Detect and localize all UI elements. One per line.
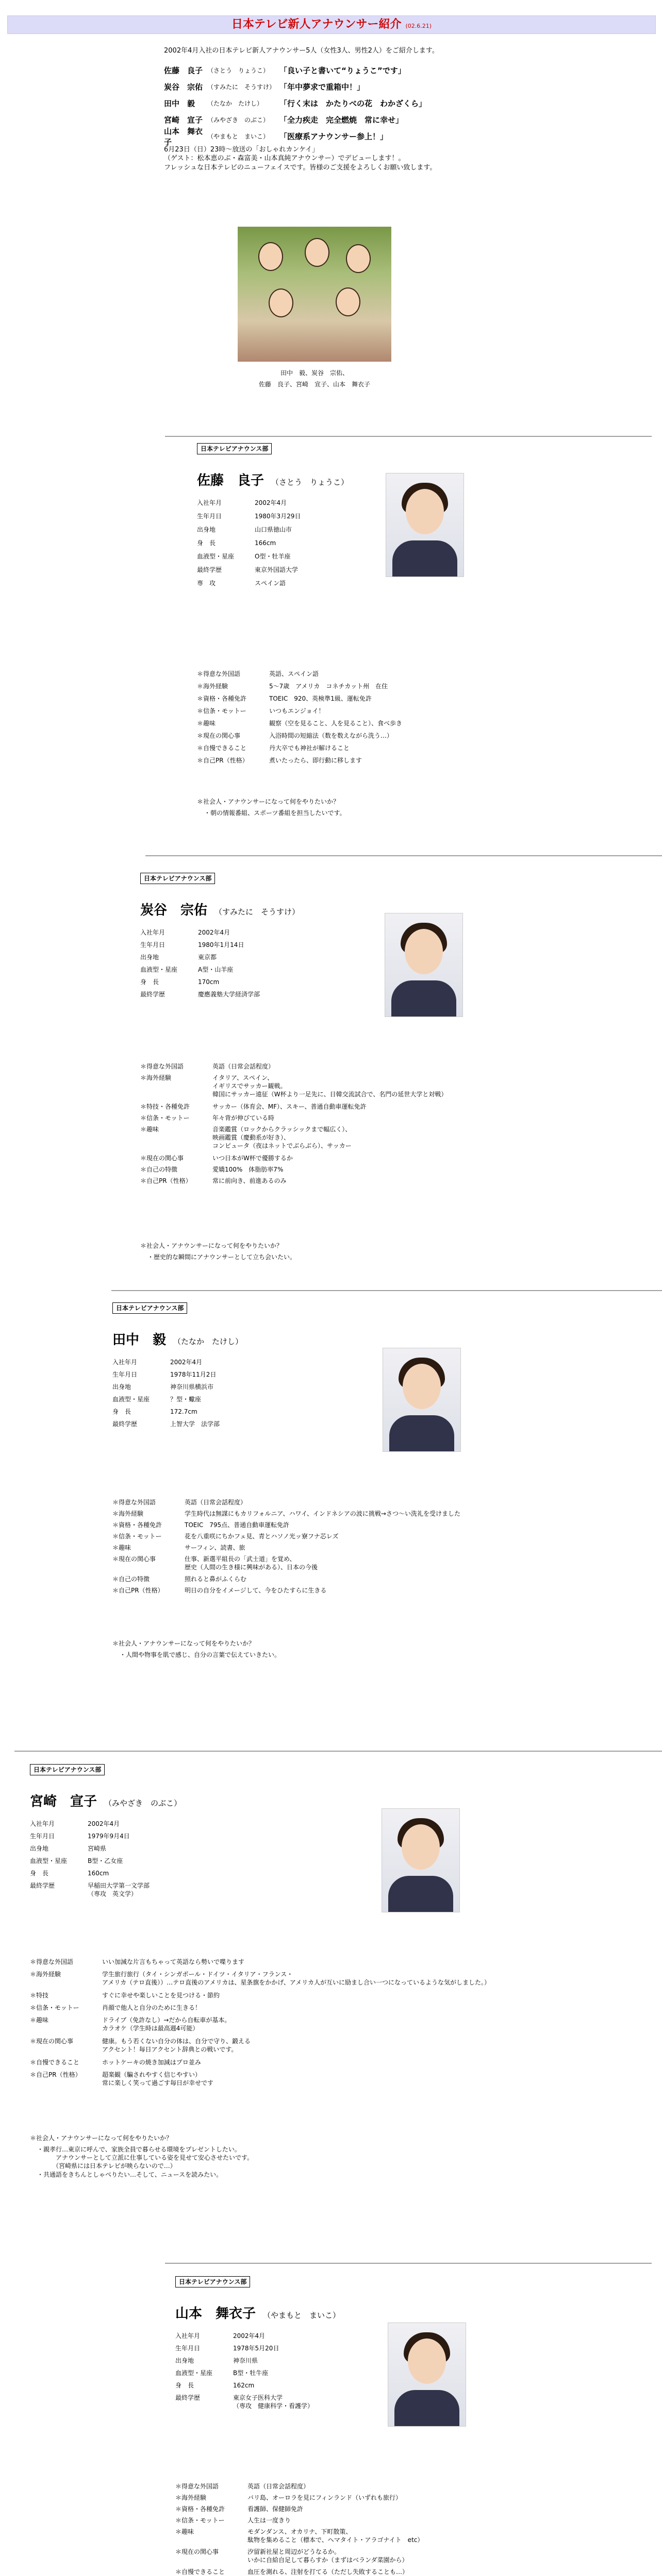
profile-fact-row <box>140 990 260 998</box>
profile-fact-row <box>175 2381 254 2389</box>
profile-answer: ・人間や物事を肌で感じ、自分の言葉で伝えていきたい。 <box>120 1651 281 1658</box>
roster-item <box>164 96 515 112</box>
profile-fact-row <box>140 965 233 974</box>
profile-answer: ・朝の情報番組、スポーツ番組を担当したいです。 <box>204 809 346 817</box>
detail-value: 入浴時間の短縮法（数を数えながら洗う…） <box>269 732 393 739</box>
profile-photo <box>388 2323 466 2427</box>
profile-fact-row <box>140 953 217 961</box>
fact-value: 1980年1月14日 <box>198 941 244 948</box>
detail-value: 人生は一度きり <box>247 2517 291 2524</box>
detail-value: バリ島、オーロラを見にフィンランド（いずれも旅行） <box>247 2494 402 2501</box>
header-bar <box>7 15 656 34</box>
detail-key: ＊海外経験 <box>175 2494 207 2501</box>
person-head <box>258 242 283 271</box>
profile-detail-row <box>175 2482 309 2490</box>
detail-value: サーフィン、読書、旅 <box>185 1544 245 1551</box>
profile-fact-row <box>197 579 286 587</box>
fact-value: 早稲田大学第一文学部 （専攻 英文学） <box>88 1882 150 1898</box>
detail-value: 年々背が伸びている時 <box>212 1114 275 1122</box>
fact-key: 入社年月 <box>112 1359 138 1366</box>
detail-value: いつもエンジョイ！ <box>269 707 325 715</box>
fact-key: 最終学歴 <box>197 566 222 573</box>
roster-item <box>164 112 515 129</box>
detail-value: 汐留新社屋と周辺がどうなるか。 いかに自給自足して暮らすか（まずはベランダ菜園から） <box>247 2548 408 2564</box>
profile-detail-row <box>112 1521 289 1529</box>
fact-value: 170cm <box>198 978 220 986</box>
roster-motto: 「年中夢求で重箱中！」 <box>279 82 365 92</box>
fact-value: 宮崎県 <box>88 1845 107 1852</box>
profile-fact-row <box>197 526 292 534</box>
profile-fact-row <box>140 941 244 949</box>
detail-value: TOEIC 795点、普通自動車運転免許 <box>185 1521 290 1529</box>
fact-value: 東京都 <box>198 954 217 961</box>
detail-value: ホットケーキの焼き加減はプロ並み <box>102 2059 201 2066</box>
roster-item <box>164 79 515 96</box>
profile-name <box>112 1331 243 1349</box>
intro-lead: 2002年4月入社の日本テレビ新人アナウンサー5人（女性3人、男性2人）をご紹介します。 <box>164 47 439 55</box>
fact-key: 出身地 <box>112 1383 131 1391</box>
profile-detail-row <box>175 2516 291 2524</box>
fact-key: 生年月日 <box>30 1833 55 1840</box>
profile-fact-row <box>175 2394 313 2410</box>
profile-detail-row <box>140 1114 274 1122</box>
section-divider <box>165 2263 652 2264</box>
profile-fact-row <box>140 928 230 937</box>
profile-detail-row <box>197 682 388 690</box>
photo-body <box>391 980 456 1017</box>
roster-name: 炭谷 宗佑 <box>164 82 203 92</box>
roster-name: 宮崎 宣子 <box>164 115 203 125</box>
detail-key: ＊趣味 <box>30 2016 49 2024</box>
fact-value: B型・牡牛座 <box>233 2369 269 2377</box>
profile-name <box>140 902 300 920</box>
profile-fact-row <box>175 2332 265 2340</box>
fact-key: 出身地 <box>175 2357 194 2364</box>
profile-name <box>175 2305 340 2323</box>
profile-name-reading: （すみたに そうすけ） <box>214 907 300 917</box>
roster-name: 佐藤 良子 <box>164 66 203 76</box>
profile-question: ＊社会人・アナウンサーになって何をやりたいか？ <box>140 1242 283 1249</box>
detail-value: 英語（日常会話程度） <box>185 1499 247 1506</box>
detail-key: ＊趣味 <box>197 720 216 727</box>
fact-key: 最終学歴 <box>112 1420 138 1428</box>
roster-item <box>164 129 515 145</box>
profile-detail-row <box>30 2071 213 2087</box>
detail-key: ＊自己PR（性格） <box>197 757 249 764</box>
fact-value: スペイン語 <box>255 580 286 587</box>
profile-name-text: 宮崎 宣子 <box>30 1794 97 1809</box>
fact-key: 入社年月 <box>30 1820 55 1827</box>
section-divider <box>165 436 652 437</box>
debut-line-2: （ゲスト：松本恵のぶ・森富美・山本真純アナウンサー）でデビューします！。 <box>164 155 405 163</box>
detail-value: 5〜7歳 アメリカ コネチカット州 在住 <box>269 683 388 690</box>
profile-fact-row <box>112 1408 197 1416</box>
fact-key: 出身地 <box>197 526 216 533</box>
detail-key: ＊特技 <box>30 1992 49 1999</box>
profile-detail-row <box>175 2568 408 2576</box>
profile-detail-row <box>175 2505 303 2513</box>
photo-face <box>406 489 444 534</box>
fact-key: 血液型・星座 <box>197 553 235 560</box>
profile-question: ＊社会人・アナウンサーになって何をやりたいか？ <box>112 1640 255 1647</box>
profile-answer: ・歴史的な瞬間にアナウンサーとして立ち会いたい。 <box>147 1253 296 1261</box>
detail-key: ＊現在の関心事 <box>140 1155 184 1162</box>
photo-body <box>392 540 457 577</box>
fact-key: 入社年月 <box>140 929 166 936</box>
fact-value: 神奈川県 <box>233 2357 258 2364</box>
photo-face <box>402 1824 440 1870</box>
fact-value: 1980年3月29日 <box>255 513 301 520</box>
profile-detail-row <box>30 2016 230 2032</box>
fact-value: ？型・蠍座 <box>170 1396 202 1403</box>
group-caption <box>238 369 391 392</box>
profile-detail-row <box>197 732 393 740</box>
photo-face <box>408 2338 446 2384</box>
fact-value: A型・山羊座 <box>198 966 234 973</box>
profile-photo <box>386 473 464 577</box>
detail-key: ＊信条・モットー <box>30 2004 79 2011</box>
fact-value: 2002年4月 <box>170 1359 203 1366</box>
fact-key: 生年月日 <box>175 2345 201 2352</box>
detail-value: 英語（日常会話程度） <box>212 1063 275 1070</box>
detail-key: ＊自慢できること <box>175 2568 225 2575</box>
profile-detail-row <box>175 2528 423 2544</box>
fact-key: 最終学歴 <box>140 991 166 998</box>
group-photo <box>238 227 391 362</box>
fact-key: 生年月日 <box>197 513 222 520</box>
detail-key: ＊自己の特徴 <box>140 1166 178 1173</box>
dept-label: 日本テレビアナウンス部 <box>140 873 215 884</box>
profile-detail-row <box>197 670 319 678</box>
freshness-note: フレッシュな日本テレビのニューフェイスです。皆様のご支援をよろしくお願い致します。 <box>164 163 437 172</box>
fact-value: 慶應義塾大学経済学部 <box>198 991 260 998</box>
profile-fact-row <box>30 1820 120 1828</box>
fact-value: 山口県徳山市 <box>255 526 292 533</box>
profile-photo <box>382 1808 460 1912</box>
person-head <box>346 244 371 273</box>
fact-key: 血液型・星座 <box>175 2369 213 2377</box>
fact-value: 2002年4月 <box>88 1820 120 1827</box>
detail-key: ＊得意な外国語 <box>112 1499 156 1506</box>
group-caption-line: 佐藤 良子、宮崎 宣子、山本 舞衣子 <box>258 381 370 388</box>
profile-detail-row <box>112 1544 245 1552</box>
profile-detail-row <box>30 1991 220 1999</box>
detail-value: 看護師、保健師免許 <box>247 2505 304 2513</box>
profile-detail-row <box>112 1555 318 1571</box>
detail-value: 照れると鼻がふくらむ <box>185 1575 247 1583</box>
detail-key: ＊趣味 <box>140 1126 159 1133</box>
fact-value: 160cm <box>88 1870 109 1877</box>
dept-label: 日本テレビアナウンス部 <box>197 443 272 454</box>
profile-detail-row <box>197 744 350 752</box>
fact-value: 172.7cm <box>170 1408 197 1415</box>
detail-value: 煮いたったら、即行動に移します <box>269 757 362 764</box>
profile-fact-row <box>140 978 219 986</box>
dept-label: 日本テレビアナウンス部 <box>112 1302 187 1314</box>
detail-value: 英語、スペイン語 <box>269 670 319 677</box>
detail-key: ＊海外経験 <box>30 1971 61 1978</box>
profile-fact-row <box>112 1383 213 1391</box>
profile-fact-row <box>30 1832 130 1840</box>
section-divider <box>145 855 662 856</box>
page-title: 日本テレビ新人アナウンサー紹介 <box>231 18 402 31</box>
detail-value: 学生旅行旅行（タイ・シンガポール・ドイツ・イタリア・フランス・ アメリカ（テロ直後））…テロ直後のアメリカは、星条旗をかかげ、アメリカ人が互いに励まし合い一つになっているような気がしました。） <box>102 1971 491 1987</box>
profile-name-text: 佐藤 良子 <box>197 473 264 488</box>
profile-detail-row <box>30 1970 490 1987</box>
profile-detail-row <box>112 1575 246 1583</box>
profile-fact-row <box>30 1869 109 1877</box>
dept-label: 日本テレビアナウンス部 <box>175 2276 250 2287</box>
profile-fact-row <box>197 566 298 574</box>
profile-detail-row <box>30 2004 201 2012</box>
profile-detail-row <box>30 2037 251 2054</box>
fact-value: B型・乙女座 <box>88 1857 123 1865</box>
profile-detail-row <box>140 1103 367 1111</box>
profile-fact-row <box>112 1358 202 1366</box>
debut-line-1: 6月23日（日）23時〜放送の「おしゃれカンケイ」 <box>164 145 319 154</box>
profile-fact-row <box>175 2344 279 2352</box>
profile-detail-row <box>197 707 324 715</box>
roster-motto: 「全力疾走 完全燃焼 常に幸せ」 <box>279 115 404 125</box>
detail-key: ＊自己の特徴 <box>112 1575 150 1583</box>
fact-value: 1978年5月20日 <box>233 2345 279 2352</box>
detail-key: ＊海外経験 <box>140 1074 172 1081</box>
detail-value: 英語（日常会話程度） <box>247 2483 310 2490</box>
profile-detail-row <box>112 1586 326 1595</box>
detail-key: ＊得意な外国語 <box>30 1958 74 1965</box>
profile-fact-row <box>175 2369 268 2377</box>
detail-value: ドライブ（免許なし）→だから自転車が基本。 カラオケ（学生時は最高週4可能） <box>102 2016 231 2032</box>
profile-detail-row <box>140 1177 287 1185</box>
fact-value: 2002年4月 <box>255 499 287 506</box>
detail-key: ＊得意な外国語 <box>175 2483 219 2490</box>
roster-yomi: （たなか たけし） <box>207 100 263 108</box>
fact-value: 1979年9月4日 <box>88 1833 130 1840</box>
photo-body <box>389 1415 454 1452</box>
detail-value: 音楽鑑賞（ロックからクラッシックまで幅広く）、 映画鑑賞（慶動系が好き）、 コンピュータ（夜はネットでぶらぶら）、サッカー <box>212 1126 352 1150</box>
profile-question: ＊社会人・アナウンサーになって何をやりたいか？ <box>30 2134 173 2142</box>
detail-value: 花を八重咲にちかフェ見、青とハソノ光ッ寮フナ芯レズ <box>185 1533 339 1540</box>
detail-value: 超楽観（騙されやすく信じやすい） 常に楽しく笑って過ごす毎日が幸せです <box>102 2071 214 2087</box>
profile-fact-row <box>197 539 276 547</box>
fact-value: 東京外国語大学 <box>255 566 299 573</box>
profile-name-reading: （やまもと まいこ） <box>263 2311 341 2320</box>
profile-detail-row <box>112 1498 246 1506</box>
fact-key: 血液型・星座 <box>112 1396 150 1403</box>
fact-key: 身 長 <box>112 1408 131 1415</box>
profile-fact-row <box>30 1882 150 1898</box>
fact-key: 生年月日 <box>140 941 166 948</box>
fact-key: 出身地 <box>140 954 159 961</box>
detail-value: 愛嬌100% 体脂肪率7% <box>212 1166 284 1173</box>
profile-detail-row <box>140 1165 283 1174</box>
fact-value: 東京女子医科大学 （専攻 健康科学・看護学） <box>233 2394 314 2410</box>
detail-key: ＊得意な外国語 <box>197 670 241 677</box>
detail-key: ＊自己PR（性格） <box>140 1177 192 1184</box>
detail-key: ＊現在の関心事 <box>30 2038 74 2045</box>
roster-name: 田中 毅 <box>164 99 195 109</box>
profile-name <box>197 472 349 490</box>
profile-detail-row <box>140 1154 293 1162</box>
roster-motto: 「行く末は かたりべの花 わかざくら」 <box>279 99 427 109</box>
profile-fact-row <box>112 1395 201 1403</box>
profile-name-text: 田中 毅 <box>112 1332 167 1348</box>
fact-key: 血液型・星座 <box>140 966 178 973</box>
detail-key: ＊自己PR（性格） <box>112 1587 164 1594</box>
detail-key: ＊趣味 <box>112 1544 131 1551</box>
fact-key: 入社年月 <box>175 2332 201 2340</box>
detail-key: ＊資格・各種免許 <box>197 695 247 702</box>
profile-name-text: 炭谷 宗佑 <box>140 903 208 918</box>
section-divider <box>14 1751 662 1752</box>
profile-fact-row <box>197 499 287 507</box>
profile-detail-row <box>197 756 362 765</box>
detail-key: ＊現在の関心事 <box>112 1555 156 1563</box>
detail-value: 肖顔で他人と自分のために生きる！ <box>102 2004 202 2011</box>
profile-photo <box>385 913 463 1017</box>
profile-fact-row <box>112 1420 220 1428</box>
detail-key: ＊海外経験 <box>197 683 228 690</box>
fact-value: 2002年4月 <box>233 2332 266 2340</box>
roster-item <box>164 63 515 79</box>
profile-fact-row <box>30 1857 123 1865</box>
detail-value: TOEIC 920、英検準1級、運転免許 <box>269 695 372 702</box>
detail-key: ＊得意な外国語 <box>140 1063 184 1070</box>
roster-yomi: （すみたに そうすけ） <box>207 83 276 91</box>
detail-value: すぐに幸せや楽しいことを見つける・節約 <box>102 1992 220 1999</box>
profile-detail-row <box>140 1074 447 1099</box>
fact-value: 1978年11月2日 <box>170 1371 217 1378</box>
profile-fact-row <box>197 552 290 561</box>
detail-key: ＊海外経験 <box>112 1510 144 1517</box>
profile-name-reading: （たなか たけし） <box>173 1337 243 1346</box>
fact-value: 神奈川県横浜市 <box>170 1383 214 1391</box>
fact-key: 生年月日 <box>112 1371 138 1378</box>
detail-value: モダンダンス、オカリナ、下町散策、 駄物を集めること（標本で、ヘマタイト・アラゴナイト etc） <box>247 2528 424 2544</box>
detail-key: ＊信条・モットー <box>112 1533 162 1540</box>
person-head <box>305 238 329 267</box>
group-caption-line: 田中 毅、炭谷 宗佑、 <box>280 369 349 377</box>
profile-detail-row <box>140 1062 274 1071</box>
fact-key: 出身地 <box>30 1845 49 1852</box>
page-date: (02.6.21) <box>405 23 432 30</box>
roster-name: 山本 舞衣子 <box>164 127 203 147</box>
photo-body <box>388 1876 453 1912</box>
detail-value: 丹大卒でも神社が解けること <box>269 744 350 752</box>
profile-fact-row <box>197 512 301 520</box>
fact-value: 上智大学 法学部 <box>170 1420 220 1428</box>
detail-value: いい加減な片言もちゃって英語なら勢いで喋ります <box>102 1958 245 1965</box>
detail-key: ＊自己PR（性格） <box>30 2071 81 2078</box>
profile-detail-row <box>112 1532 339 1540</box>
detail-value: 常に前向き、前進あるのみ <box>212 1177 287 1184</box>
photo-face <box>403 1364 441 1409</box>
detail-value: 健康。もう若くない自分の体は、自分で守り、鍛える アクセント！毎日アクセント辞典との戦いです。 <box>102 2038 251 2054</box>
roster-yomi: （やまもと まいこ） <box>207 133 270 141</box>
roster-motto: 「良い子と書いて“りょうこ”です」 <box>279 66 406 76</box>
intro-section <box>164 46 515 172</box>
profile-fact-row <box>175 2357 258 2365</box>
dept-label: 日本テレビアナウンス部 <box>30 1764 105 1775</box>
profile-fact-row <box>112 1370 216 1379</box>
profile-detail-row <box>30 1958 244 1966</box>
photo-face <box>405 929 443 974</box>
detail-value: 明日の自分をイメージして、今をひたすらに生きる <box>185 1587 327 1594</box>
roster-yomi: （さとう りょうこ） <box>207 67 270 75</box>
profile-name <box>30 1793 181 1811</box>
profile-detail-row <box>175 2548 408 2564</box>
detail-key: ＊信条・モットー <box>197 707 246 715</box>
detail-value: 学生時代は無謀にもカリフォルニア、ハワイ、インドネシアの波に挑戦→さつ〜い洗礼を受けました <box>185 1510 460 1517</box>
fact-value: 166cm <box>255 539 276 547</box>
detail-value: 観察（空を見ること、人を見ること）、食べ歩き <box>269 720 403 727</box>
photo-body <box>394 2390 459 2427</box>
fact-key: 身 長 <box>30 1870 49 1877</box>
detail-key: ＊現在の関心事 <box>197 732 241 739</box>
roster-motto: 「医療系アナウンサー参上！」 <box>279 132 388 142</box>
profile-photo <box>383 1348 461 1452</box>
roster-list <box>164 63 515 145</box>
fact-key: 入社年月 <box>197 499 222 506</box>
fact-value: O型・牡羊座 <box>255 553 291 560</box>
detail-value: 血圧を測れる、注射を打てる（ただし失敗することも…） <box>247 2568 409 2575</box>
profile-name-reading: （みやざき のぶこ） <box>104 1799 182 1808</box>
roster-yomi: （みやざき のぶこ） <box>207 116 270 124</box>
profile-detail-row <box>112 1510 460 1518</box>
fact-key: 最終学歴 <box>175 2394 201 2401</box>
person-head <box>269 289 293 317</box>
detail-value: 仕事、新選平組長の「武士道」を覚め、 歴史（人間の生き様に興味がある）、日本の今後 <box>185 1555 318 1571</box>
detail-key: ＊信条・モットー <box>140 1114 190 1122</box>
profile-name-reading: （さとう りょうこ） <box>271 478 349 487</box>
fact-value: 162cm <box>233 2382 255 2389</box>
profile-detail-row <box>197 694 372 703</box>
detail-value: いつ日本がW杯で優勝するか <box>212 1155 293 1162</box>
fact-key: 身 長 <box>197 539 216 547</box>
profile-fact-row <box>30 1844 106 1853</box>
profile-detail-row <box>30 2058 201 2066</box>
detail-key: ＊趣味 <box>175 2528 194 2535</box>
detail-key: ＊資格・各種免許 <box>112 1521 162 1529</box>
profile-answer: ・親孝行…東京に呼んで、家族全員で暮らせる環境をプレゼントしたい。 アナウンサーとして立派に仕事している姿を見せて安心させたいです。 （宮崎県には日本テレビが映らないので…） ・共通語をきちんとしゃべりたい…そして、ニュースを読みたい。 <box>37 2146 254 2178</box>
profile-detail-row <box>140 1125 352 1150</box>
profile-detail-row <box>175 2494 402 2502</box>
detail-value: サッカー（体育会、MF）、スキー、普通自動車運転免許 <box>212 1103 367 1110</box>
detail-key: ＊信条・モットー <box>175 2517 225 2524</box>
fact-key: 専 攻 <box>197 580 216 587</box>
section-divider <box>111 1290 662 1291</box>
profile-question: ＊社会人・アナウンサーになって何をやりたいか？ <box>197 798 340 805</box>
detail-key: ＊資格・各種免許 <box>175 2505 225 2513</box>
detail-key: ＊現在の関心事 <box>175 2548 219 2555</box>
fact-key: 血液型・星座 <box>30 1857 68 1865</box>
profile-name-text: 山本 舞衣子 <box>175 2306 256 2321</box>
detail-value: イタリア、スペイン、 イギリスでサッカー観戦。 韓国にサッカー遠征（W杯より一足先に、日韓交流試合で、名門の延世大学と対戦） <box>212 1074 448 1098</box>
profile-detail-row <box>197 719 402 727</box>
detail-key: ＊自慢できること <box>197 744 247 752</box>
fact-key: 最終学歴 <box>30 1882 55 1889</box>
fact-key: 身 長 <box>175 2382 194 2389</box>
person-head <box>336 287 360 316</box>
fact-value: 2002年4月 <box>198 929 230 936</box>
detail-key: ＊特技・各種免許 <box>140 1103 190 1110</box>
fact-key: 身 長 <box>140 978 159 986</box>
detail-key: ＊自慢できること <box>30 2059 80 2066</box>
